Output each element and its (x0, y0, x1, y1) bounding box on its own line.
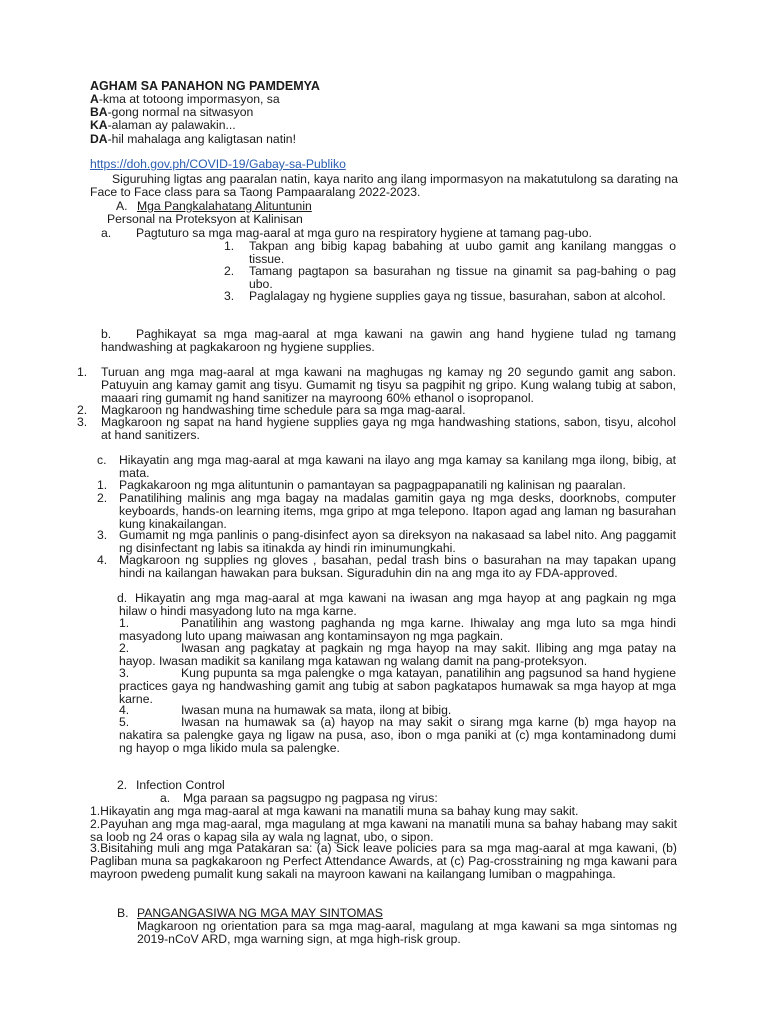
list-number: 2. (224, 264, 235, 278)
list-number: 3. (224, 289, 235, 303)
list-number: 4. (97, 553, 108, 567)
page-title: AGHAM SA PANAHON NG PAMDEMYA (90, 79, 320, 93)
item-c-text: Hikayatin ang mga mag-aaral at mga kawani na ilayo ang mga kamay sa kanilang mga ilong, bibig, at mata. (119, 453, 676, 481)
acrostic-line: BA-gong normal na sitwasyon (90, 105, 254, 120)
list-number: 5. (119, 715, 130, 729)
acrostic (90, 93, 490, 146)
list-number: 2. (119, 641, 130, 655)
list-item: Kung pupunta sa mga palengke o mga katayan, panatilihin ang pagsunod sa hand hygiene practices gaya ng handwashing gamit ang tubig at sabon pagkatapos humawak sa mga hayop at mga karne. (119, 666, 676, 707)
section-a-label: A. (116, 199, 128, 213)
infection-item: 2.Payuhan ang mga mag-aaral, mga magulang at mga kawani na manatili muna sa bahay habang may sakit sa loob ng 24 oras o kapag sila ay wala ng lagnat, ubo, o sipon. (90, 817, 677, 845)
item-b-text: Paghikayat sa mga mag-aaral at mga kawani na gawin ang hand hygiene tulad ng tamang handwashing at pagkakaroon ng hygiene supplies. (101, 327, 676, 355)
list-item: Magkaroon ng handwashing time schedule para sa mga mag-aaral. (101, 403, 466, 417)
item-d-label: d. (117, 591, 128, 605)
list-item: Tamang pagtapon sa basurahan ng tissue na ginamit sa pag-bahing o pag ubo. (249, 264, 676, 292)
list-item: Iwasan muna na humawak sa mata, ilong at bibig. (181, 703, 452, 717)
intro-paragraph: Siguruhing ligtas ang paaralan natin, kaya narito ang ilang impormasyon na makatutulong sa darating na Face to Face class para sa Taong Pampaaralang 2022-2023. (90, 172, 678, 200)
list-item: Takpan ang bibig kapag babahing at uubo gamit ang kanilang manggas o tissue. (249, 239, 676, 267)
list-item: Turuan ang mga mag-aaral at mga kawani na maghugas ng kamay ng 20 segundo gamit ang sabon. Patuyuin ang kamay gamit ang tisyu. Gumamit ng tisyu sa pagpihit ng gripo. Kung walang tubig at sabon, maaari ring gumamit ng hand sanitizer na mayroong 60% ethanol o isopropanol. (101, 365, 676, 406)
acrostic-line: KA-alaman ay palawakin... (90, 118, 236, 133)
list-number: 2. (77, 403, 88, 417)
list-item: Gumamit ng mga panlinis o pang-disinfect ayon sa direksyon na nakasaad sa label nito. Ang paggamit ng disinfectant ng labis sa itinakda ay hindi rin iminumungkahi. (119, 528, 676, 556)
list-number: 1. (224, 239, 235, 253)
list-number: 2. (117, 778, 128, 792)
list-item: Iwasan ang pagkatay at pagkain ng mga hayop na may sakit. Ilibing ang mga patay na hayop. Iwasan madikit sa kanilang mga katawan ng walang damit na pang-proteksyon. (119, 641, 676, 669)
section-b-label: B. (117, 906, 129, 920)
list-item: Iwasan na humawak sa (a) hayop na may sakit o sirang mga karne (b) mga hayop na nakatira sa palengke gaya ng ligaw na pusa, aso, ibon o mga paniki at (c) mga kontaminadong dumi ng hayop o mga likido mula sa palengke. (119, 715, 676, 756)
list-item: Panatilihin ang wastong paghanda ng mga karne. Ihiwalay ang mga luto sa mga hindi masyadong luto upang maiwasan ang kontaminsayon ng mga pagkain. (119, 616, 676, 644)
infection-item: 1.Hikayatin ang mga mag-aaral at mga kawani na manatili muna sa bahay kung may sakit. (90, 804, 579, 818)
source-link[interactable]: https://doh.gov.ph/COVID-19/Gabay-sa-Publiko (90, 157, 346, 171)
section-a-subtitle: Personal na Proteksyon at Kalinisan (107, 212, 303, 226)
item-a-label: a. (101, 226, 112, 240)
item-a-text: Pagtuturo sa mga mag-aaral at mga guro na respiratory hygiene at tamang pag-ubo. (136, 226, 592, 240)
item-c-label: c. (97, 453, 107, 467)
list-number: 3. (97, 528, 108, 542)
infection-item: 3.Bisitahing muli ang mga Patakaran sa: (a) Sick leave policies para sa mga mag-aaral at mga kawani, (b) Pagliban muna sa pagkakaroon ng Perfect Attendance Awards, at (c) Pag-crosstraining ng mga kawani para mayroon pwedeng pumalit kung sakali na mayroon kawani na kailangang lumiban o magpahinga. (90, 841, 677, 882)
list-number: 1. (77, 365, 88, 379)
item-d-text: Hikayatin ang mga mag-aaral at mga kawani na iwasan ang mga hayop at ang pagkain ng mga hilaw o hindi masyadong luto na mga karne. (119, 591, 676, 619)
list-number: 1. (119, 616, 130, 630)
list-item: Magkaroon ng sapat na hand hygiene supplies gaya ng mga handwashing stations, sabon, tisyu, alcohol at hand sanitizers. (101, 415, 676, 443)
list-number: 2. (97, 491, 108, 505)
infection-sub-label: a. (160, 791, 171, 805)
list-number: 4. (119, 703, 130, 717)
list-item: Magkaroon ng supplies ng gloves , basahan, pedal trash bins o basurahan na may tapakan upang hindi na kailangan hawakan para buksan. Siguraduhin din na ang mga ito ay FDA-approved. (119, 553, 676, 581)
list-item: Pagkakaroon ng mga alituntunin o pamantayan sa pagpagpapanatili ng kalinisan ng paaralan. (119, 478, 626, 492)
item-b-label: b. (101, 327, 112, 341)
infection-sub-text: Mga paraan sa pagsugpo ng pagpasa ng virus: (183, 791, 438, 805)
list-number: 3. (77, 415, 88, 429)
list-item: Paglalagay ng hygiene supplies gaya ng tissue, basurahan, sabon at alcohol. (249, 289, 666, 303)
list-item: Panatilihing malinis ang mga bagay na madalas gamitin gaya ng mga desks, doorknobs, computer keyboards, hands-on learning items, mga gripo at mga telepono. Itapon agad ang laman ng basurahan kung kinakailangan. (119, 491, 676, 532)
section-b-title: PANGANGASIWA NG MGA MAY SINTOMAS (137, 906, 383, 920)
section-b-text: Magkaroon ng orientation para sa mga mag-aaral, magulang at mga kawani sa mga sintomas ng 2019-nCoV ARD, mga warning sign, at mga high-risk group. (137, 919, 677, 947)
acrostic-line: DA-hil mahalaga ang kaligtasan natin! (90, 131, 296, 146)
acrostic-line: A-kma at totoong impormasyon, sa (90, 92, 280, 106)
infection-control-title: Infection Control (136, 778, 225, 792)
list-number: 3. (119, 666, 130, 680)
list-number: 1. (97, 478, 108, 492)
section-a-title: Mga Pangkalahatang Alituntunin (137, 199, 312, 213)
